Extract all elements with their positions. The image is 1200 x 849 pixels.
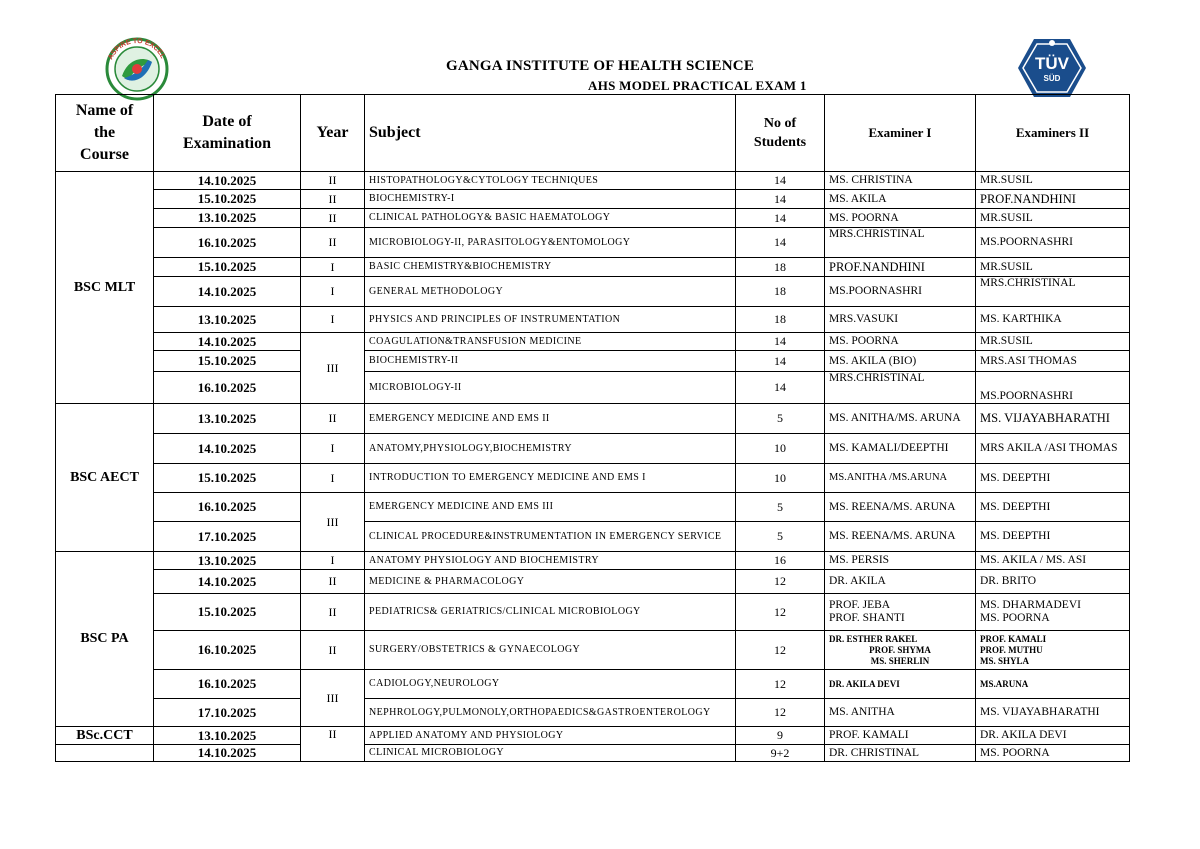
examiner-2: MS. DEEPTHI	[976, 464, 1130, 493]
examiner-1: MS. CHRISTINA	[825, 172, 976, 190]
examiner-2: MR.SUSIL	[976, 333, 1130, 351]
svg-text:TÜV: TÜV	[1035, 54, 1069, 73]
table-row	[56, 190, 1130, 209]
exam-date: 15.10.2025	[154, 258, 301, 277]
examiner-1: MRS.CHRISTINAL	[825, 372, 976, 404]
exam-date: 14.10.2025	[154, 172, 301, 190]
subject: SURGERY/OBSTETRICS & GYNAECOLOGY	[365, 631, 736, 670]
student-count: 18	[736, 307, 825, 333]
subject: BIOCHEMISTRY-I	[365, 190, 736, 209]
examiner-2: MS.POORNASHRI	[976, 228, 1130, 258]
exam-date: 13.10.2025	[154, 307, 301, 333]
year: II	[301, 631, 365, 670]
examiner-2: MR.SUSIL	[976, 209, 1130, 228]
year: I	[301, 464, 365, 493]
table-row	[56, 333, 1130, 351]
year: III	[301, 670, 365, 727]
col-subject-header: Subject	[365, 95, 736, 172]
examiner-1: DR. ESTHER RAKEL PROF. SHYMA MS. SHERLIN	[825, 631, 976, 670]
year: II	[301, 594, 365, 631]
exam-title: AHS MODEL PRACTICAL EXAM 1	[588, 78, 807, 93]
student-count: 16	[736, 552, 825, 570]
exam-date: 14.10.2025	[154, 277, 301, 307]
table-row	[56, 699, 1130, 727]
exam-date: 13.10.2025	[154, 404, 301, 434]
examiner-1: DR. AKILA DEVI	[825, 670, 976, 699]
subject: CLINICAL PATHOLOGY& BASIC HAEMATOLOGY	[365, 209, 736, 228]
student-count: 9	[736, 727, 825, 745]
year: III	[301, 333, 365, 404]
subject: BASIC CHEMISTRY&BIOCHEMISTRY	[365, 258, 736, 277]
exam-schedule-table	[55, 94, 1130, 762]
student-count: 10	[736, 434, 825, 464]
course-name-empty	[56, 745, 154, 762]
student-count: 18	[736, 277, 825, 307]
col-year-header: Year	[301, 95, 365, 172]
course-name: BSc.CCT	[56, 727, 154, 745]
examiner-2: MS.ARUNA	[976, 670, 1130, 699]
year: I	[301, 307, 365, 333]
examiner-1: MS. POORNA	[825, 209, 976, 228]
examiner-2: PROF. KAMALI PROF. MUTHU MS. SHYLA	[976, 631, 1130, 670]
examiner-1: PROF.NANDHINI	[825, 258, 976, 277]
student-count: 12	[736, 594, 825, 631]
examiner-1: MS. REENA/MS. ARUNA	[825, 522, 976, 552]
subject: CLINICAL MICROBIOLOGY	[365, 745, 736, 762]
course-name: BSC AECT	[56, 404, 154, 552]
exam-date: 17.10.2025	[154, 522, 301, 552]
table-row	[56, 258, 1130, 277]
year: II	[301, 727, 365, 762]
table-row	[56, 727, 1130, 745]
examiner-1: MS. KAMALI/DEEPTHI	[825, 434, 976, 464]
examiner-1: PROF. KAMALI	[825, 727, 976, 745]
year: II	[301, 404, 365, 434]
exam-date: 15.10.2025	[154, 351, 301, 372]
subject: EMERGENCY MEDICINE AND EMS II	[365, 404, 736, 434]
table-row	[56, 631, 1130, 670]
examiner-1: MS. AKILA	[825, 190, 976, 209]
exam-date: 14.10.2025	[154, 745, 301, 762]
subject: MEDICINE & PHARMACOLOGY	[365, 570, 736, 594]
student-count: 12	[736, 699, 825, 727]
student-count: 12	[736, 631, 825, 670]
col-students-header: No of Students	[736, 95, 825, 172]
exam-date: 14.10.2025	[154, 333, 301, 351]
year: II	[301, 228, 365, 258]
student-count: 18	[736, 258, 825, 277]
year: II	[301, 209, 365, 228]
table-row	[56, 670, 1130, 699]
year: I	[301, 552, 365, 570]
table-row	[56, 464, 1130, 493]
subject: COAGULATION&TRANSFUSION MEDICINE	[365, 333, 736, 351]
examiner-1: DR. CHRISTINAL	[825, 745, 976, 762]
svg-text:SÜD: SÜD	[1043, 74, 1061, 83]
examiner-2: MS. VIJAYABHARATHI	[976, 404, 1130, 434]
table-row	[56, 745, 1130, 762]
table-row	[56, 404, 1130, 434]
examiner-1: MS. ANITHA/MS. ARUNA	[825, 404, 976, 434]
table-row	[56, 570, 1130, 594]
subject: PEDIATRICS& GERIATRICS/CLINICAL MICROBIOLOGY	[365, 594, 736, 631]
examiner-2: MS. VIJAYABHARATHI	[976, 699, 1130, 727]
examiner-2: MRS AKILA /ASI THOMAS	[976, 434, 1130, 464]
subject: ANATOMY PHYSIOLOGY AND BIOCHEMISTRY	[365, 552, 736, 570]
year: I	[301, 434, 365, 464]
subject: EMERGENCY MEDICINE AND EMS III	[365, 493, 736, 522]
subject: CADIOLOGY,NEUROLOGY	[365, 670, 736, 699]
student-count: 9+2	[736, 745, 825, 762]
table-row	[56, 434, 1130, 464]
course-name: BSC MLT	[56, 172, 154, 404]
subject: HISTOPATHOLOGY&CYTOLOGY TECHNIQUES	[365, 172, 736, 190]
examiner-2: DR. BRITO	[976, 570, 1130, 594]
examiner-1: MS.POORNASHRI	[825, 277, 976, 307]
examiner-2: MS. DEEPTHI	[976, 522, 1130, 552]
student-count: 14	[736, 209, 825, 228]
exam-date: 16.10.2025	[154, 493, 301, 522]
subject: CLINICAL PROCEDURE&INSTRUMENTATION IN EMERGENCY SERVICE	[365, 522, 736, 552]
student-count: 12	[736, 570, 825, 594]
examiner-2: PROF.NANDHINI	[976, 190, 1130, 209]
examiner-2: MS.POORNASHRI	[976, 372, 1130, 404]
examiner-1: MS. ANITHA	[825, 699, 976, 727]
exam-date: 14.10.2025	[154, 570, 301, 594]
col-examiner2-header: Examiners II	[976, 95, 1130, 172]
table-row	[56, 351, 1130, 372]
examiner-2: MS. AKILA / MS. ASI	[976, 552, 1130, 570]
examiner-2: DR. AKILA DEVI	[976, 727, 1130, 745]
col-examiner1-header: Examiner I	[825, 95, 976, 172]
subject: ANATOMY,PHYSIOLOGY,BIOCHEMISTRY	[365, 434, 736, 464]
course-name: BSC PA	[56, 552, 154, 727]
table-row	[56, 552, 1130, 570]
exam-date: 14.10.2025	[154, 434, 301, 464]
examiner-1: DR. AKILA	[825, 570, 976, 594]
examiner-1: PROF. JEBA PROF. SHANTI	[825, 594, 976, 631]
student-count: 14	[736, 333, 825, 351]
examiner-2: MS. POORNA	[976, 745, 1130, 762]
examiner-2: MR.SUSIL	[976, 172, 1130, 190]
col-course-header: Name of the Course	[56, 95, 154, 172]
subject: APPLIED ANATOMY AND PHYSIOLOGY	[365, 727, 736, 745]
year: III	[301, 493, 365, 552]
examiner-1: MS. REENA/MS. ARUNA	[825, 493, 976, 522]
examiner-2: MRS.CHRISTINAL	[976, 277, 1130, 307]
examiner-2: MRS.ASI THOMAS	[976, 351, 1130, 372]
table-row	[56, 277, 1130, 307]
examiner-1: MS.ANITHA /MS.ARUNA	[825, 464, 976, 493]
student-count: 14	[736, 228, 825, 258]
exam-date: 16.10.2025	[154, 372, 301, 404]
exam-date: 15.10.2025	[154, 464, 301, 493]
student-count: 12	[736, 670, 825, 699]
student-count: 5	[736, 404, 825, 434]
exam-date: 16.10.2025	[154, 631, 301, 670]
student-count: 5	[736, 522, 825, 552]
examiner-2: MR.SUSIL	[976, 258, 1130, 277]
subject: MICROBIOLOGY-II	[365, 372, 736, 404]
student-count: 14	[736, 190, 825, 209]
student-count: 14	[736, 172, 825, 190]
table-row	[56, 209, 1130, 228]
table-row	[56, 594, 1130, 631]
col-date-header: Date of Examination	[154, 95, 301, 172]
examiner-1: MS. POORNA	[825, 333, 976, 351]
header-row	[56, 95, 1130, 172]
exam-date: 13.10.2025	[154, 552, 301, 570]
table-row	[56, 172, 1130, 190]
examiner-1: MS. AKILA (BIO)	[825, 351, 976, 372]
table-row	[56, 372, 1130, 404]
examiner-1: MRS.CHRISTINAL	[825, 228, 976, 258]
table-row	[56, 307, 1130, 333]
exam-date: 13.10.2025	[154, 209, 301, 228]
student-count: 14	[736, 351, 825, 372]
subject: NEPHROLOGY,PULMONOLY,ORTHOPAEDICS&GASTROENTEROLOGY	[365, 699, 736, 727]
examiner-2: MS. KARTHIKA	[976, 307, 1130, 333]
exam-date: 16.10.2025	[154, 228, 301, 258]
examiner-1: MS. PERSIS	[825, 552, 976, 570]
student-count: 14	[736, 372, 825, 404]
examiner-1: MRS.VASUKI	[825, 307, 976, 333]
subject: PHYSICS AND PRINCIPLES OF INSTRUMENTATION	[365, 307, 736, 333]
exam-date: 16.10.2025	[154, 670, 301, 699]
year: I	[301, 258, 365, 277]
examiner-2: MS. DEEPTHI	[976, 493, 1130, 522]
year: II	[301, 570, 365, 594]
exam-date: 13.10.2025	[154, 727, 301, 745]
examiner-2: MS. DHARMADEVI MS. POORNA	[976, 594, 1130, 631]
subject: BIOCHEMISTRY-II	[365, 351, 736, 372]
student-count: 10	[736, 464, 825, 493]
institute-title: GANGA INSTITUTE OF HEALTH SCIENCE	[445, 58, 755, 74]
table-row	[56, 522, 1130, 552]
exam-date: 15.10.2025	[154, 190, 301, 209]
exam-date: 17.10.2025	[154, 699, 301, 727]
subject: GENERAL METHODOLOGY	[365, 277, 736, 307]
exam-date: 15.10.2025	[154, 594, 301, 631]
student-count: 5	[736, 493, 825, 522]
table-row	[56, 493, 1130, 522]
table-row	[56, 228, 1130, 258]
subject: MICROBIOLOGY-II, PARASITOLOGY&ENTOMOLOGY	[365, 228, 736, 258]
subject: INTRODUCTION TO EMERGENCY MEDICINE AND EMS I	[365, 464, 736, 493]
year: II	[301, 190, 365, 209]
svg-text:ASPIRE TO EXCEL: ASPIRE TO EXCEL	[107, 37, 167, 61]
year: II	[301, 172, 365, 190]
year: I	[301, 277, 365, 307]
